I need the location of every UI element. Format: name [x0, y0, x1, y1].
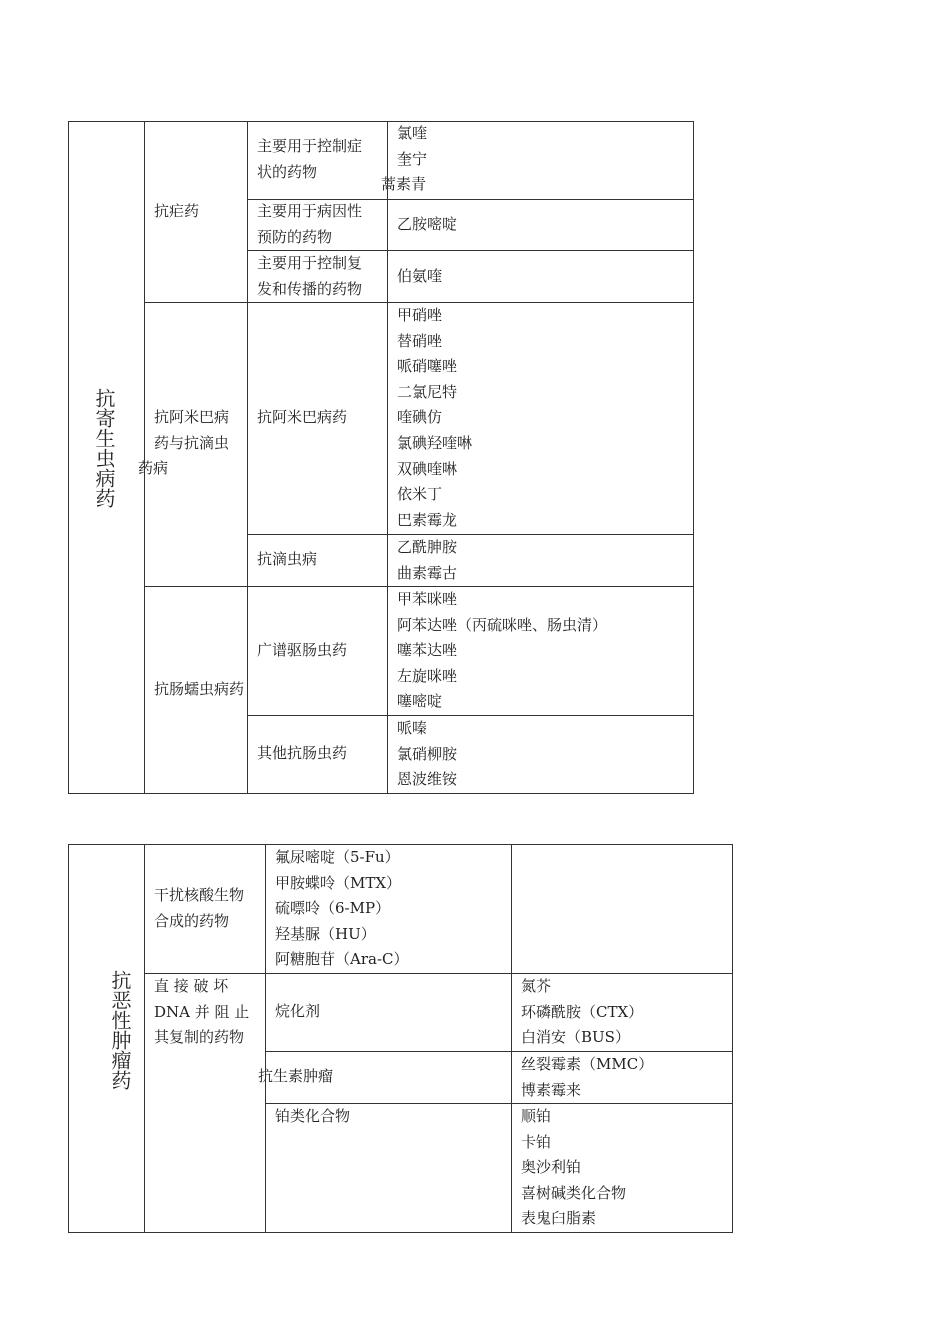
drug-item: 巴素霉龙 — [397, 510, 458, 529]
drug-item: 氯喹 — [397, 124, 428, 142]
row-label: 其他抗肠虫药 — [257, 744, 348, 762]
drug-list — [521, 974, 643, 1051]
drug-list — [521, 1052, 653, 1103]
group-name-anthelmintic: 抗肠蠕虫病药 — [154, 680, 245, 698]
drug-item: 羟基脲（HU） — [275, 924, 376, 943]
table2-rule — [265, 1051, 733, 1052]
row-label: 抗滴虫病 — [257, 550, 318, 568]
drug-item: 左旋咪唑 — [397, 666, 458, 685]
drug-list — [397, 716, 457, 793]
drug-item: 丝裂霉素（MMC） — [521, 1055, 654, 1073]
drug-item: 硫嘌呤（6-MP） — [275, 899, 391, 918]
drug-item: 甲苯咪唑 — [397, 590, 458, 608]
drug-item: 二氯尼特 — [397, 382, 458, 401]
drug-item: 氯硝柳胺 — [397, 744, 458, 763]
drug-item: 噻苯达唑 — [397, 641, 458, 660]
drug-item: 氯碘羟喹啉 — [397, 433, 473, 452]
drug-item: 氮芥 — [521, 977, 552, 995]
table2-title: 抗恶性肿瘤药 — [108, 970, 132, 1090]
drug-item: 依米丁 — [397, 485, 443, 504]
table2-col-label — [265, 844, 266, 1233]
drug-item: 甲硝唑 — [397, 306, 443, 324]
drug-item: 阿糖胞苷（Ara-C） — [275, 950, 409, 969]
drug-item: 双碘喹啉 — [397, 459, 458, 478]
row-label: 烷化剂 — [275, 1002, 321, 1020]
drug-item: 喜树碱类化合物 — [521, 1183, 627, 1202]
drug-item: 伯氨喹 — [397, 267, 443, 285]
table2-col-group — [144, 844, 145, 1233]
row-label: 抗阿米巴病药 — [257, 408, 348, 426]
drug-list — [397, 303, 472, 533]
table2-col-drugs — [511, 844, 512, 1233]
drug-item: 蒿素青 — [381, 175, 427, 194]
drug-list — [397, 535, 457, 586]
drug-item: 喹碘仿 — [397, 408, 443, 427]
drug-item: 环磷酰胺（CTX） — [521, 1002, 644, 1021]
drug-item: 乙胺嘧啶 — [397, 215, 458, 233]
drug-item: 恩波维铵 — [397, 770, 458, 789]
table1-rule — [247, 715, 694, 716]
drug-item: 白消安（BUS） — [521, 1028, 630, 1047]
drug-item: 哌硝噻唑 — [397, 357, 458, 376]
drug-item: 噻嘧啶 — [397, 692, 443, 711]
group-name-dna-damaging: 直 接 破 坏 DNA 并 阻 止 其复制的药物 — [154, 977, 250, 1047]
drug-item: 奎宁 — [397, 149, 428, 168]
drug-item: 替硝唑 — [397, 331, 443, 350]
drug-item: 氟尿嘧啶（5-Fu） — [275, 848, 400, 866]
table1-rule — [247, 534, 694, 535]
drug-item: 奥沙利铂 — [521, 1158, 582, 1177]
table1-title: 抗寄生虫病药 — [92, 388, 116, 508]
row-label: 广谱驱肠虫药 — [257, 641, 348, 659]
group-name-antiamoebic: 抗阿米巴病 药与抗滴虫 药病 — [138, 408, 230, 478]
row-label: 主要用于病因性 预防的药物 — [257, 202, 363, 246]
row-label: 主要用于控制复 发和传播的药物 — [257, 254, 363, 298]
drug-item: 博素霉来 — [521, 1080, 582, 1099]
row-label: 铂类化合物 — [275, 1107, 351, 1125]
drug-list — [397, 587, 607, 715]
table1-col-drugs — [387, 121, 388, 794]
drug-item: 阿苯达唑（丙硫咪唑、肠虫清） — [397, 615, 608, 634]
drug-item: 曲素霉古 — [397, 563, 458, 582]
drug-list — [381, 121, 428, 198]
table1-col-label — [247, 121, 248, 794]
group-name-antimalarial: 抗疟药 — [154, 202, 200, 220]
drug-item: 表鬼臼脂素 — [521, 1209, 597, 1228]
row-label: 抗生素肿瘤 — [258, 1067, 334, 1085]
drug-item: 甲胺蝶呤（MTX） — [275, 873, 402, 892]
drug-list — [275, 845, 409, 973]
drug-item: 乙酰胂胺 — [397, 538, 458, 556]
row-label: 主要用于控制症 状的药物 — [257, 137, 363, 181]
group-name-nucleic-acid: 干扰核酸生物 合成的药物 — [154, 886, 245, 930]
drug-list — [521, 1104, 626, 1232]
drug-item: 卡铂 — [521, 1132, 552, 1151]
drug-item: 哌嗪 — [397, 719, 428, 737]
drug-item: 顺铂 — [521, 1107, 552, 1125]
